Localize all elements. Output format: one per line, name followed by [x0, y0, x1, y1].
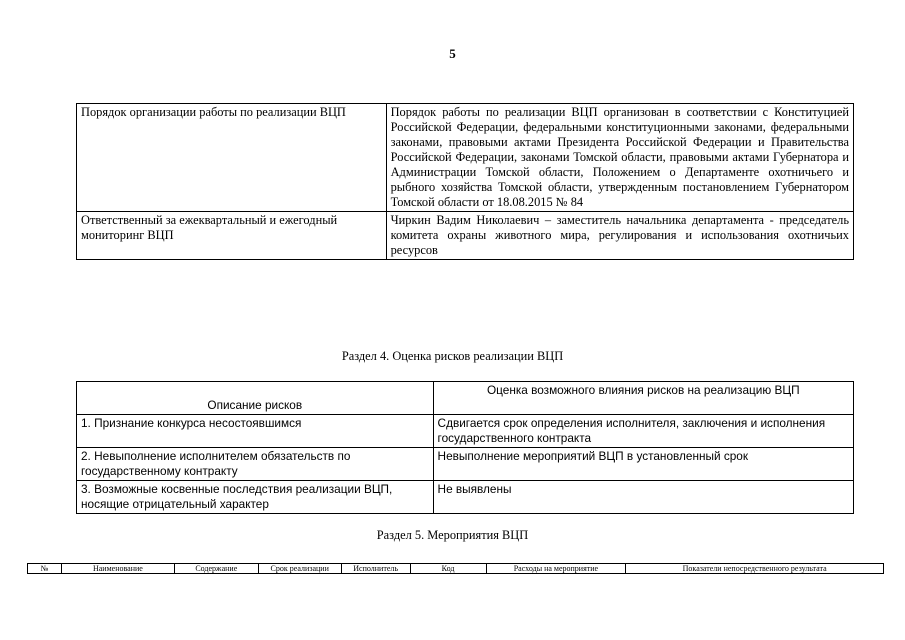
table-header-row — [28, 564, 884, 574]
col-executor: Исполнитель — [341, 564, 410, 574]
col-content: Содержание — [174, 564, 258, 574]
col-period: Срок реализации — [258, 564, 341, 574]
col-number: № — [28, 564, 62, 574]
page-number: 5 — [449, 46, 456, 61]
row-label: Порядок организации работы по реализации ВЦП — [77, 104, 387, 212]
impact-cell: Сдвигается срок определения исполнителя, заключения и исполнения государственного контракта — [433, 415, 853, 448]
table-row — [77, 481, 854, 514]
table-row — [77, 212, 854, 260]
section4-title: Раздел 4. Оценка рисков реализации ВЦП — [341, 349, 564, 363]
risk-cell: 1. Признание конкурса несостоявшимся — [77, 415, 434, 448]
col-name: Наименование — [61, 564, 174, 574]
row-label: Ответственный за ежеквартальный и ежегодный мониторинг ВЦП — [77, 212, 387, 260]
col-code: Код — [410, 564, 486, 574]
table-row — [77, 415, 854, 448]
impact-cell: Не выявлены — [433, 481, 853, 514]
col-indicators: Показатели непосредственного результата — [626, 564, 884, 574]
row-value: Порядок работы по реализации ВЦП организован в соответствии с Конституцией Российской Федерации, федеральными конституционными законами, федеральными законами, правовыми актами Президента Российской Федерации и Правительства Российской Федерации, законами Томской области, правовыми актами Губернатора и Администрации Томской области, Положением о Департаменте охотничьего и рыбного хозяйства Томской области, утвержденным постановлением Губернатором Томской области от 18.08.2015 № 84 — [386, 104, 853, 212]
table-header-row — [77, 382, 854, 415]
col-expenses: Расходы на мероприятие — [486, 564, 626, 574]
impact-cell: Невыполнение мероприятий ВЦП в установленный срок — [433, 448, 853, 481]
activities-table-header — [27, 563, 884, 574]
risk-table — [76, 381, 854, 514]
risk-cell: 3. Возможные косвенные последствия реализации ВЦП, носящие отрицательный характер — [77, 481, 434, 514]
table-row — [77, 448, 854, 481]
section5-title: Раздел 5. Мероприятия ВЦП — [376, 528, 529, 542]
risk-cell: 2. Невыполнение исполнителем обязательств по государственному контракту — [77, 448, 434, 481]
header-risk-description: Описание рисков — [77, 382, 434, 415]
header-risk-impact: Оценка возможного влияния рисков на реализацию ВЦП — [433, 382, 853, 415]
program-info-table — [76, 103, 854, 260]
row-value: Чиркин Вадим Николаевич – заместитель начальника департамента - председатель комитета охраны животного мира, регулирования и использования охотничьих ресурсов — [386, 212, 853, 260]
table-row — [77, 104, 854, 212]
